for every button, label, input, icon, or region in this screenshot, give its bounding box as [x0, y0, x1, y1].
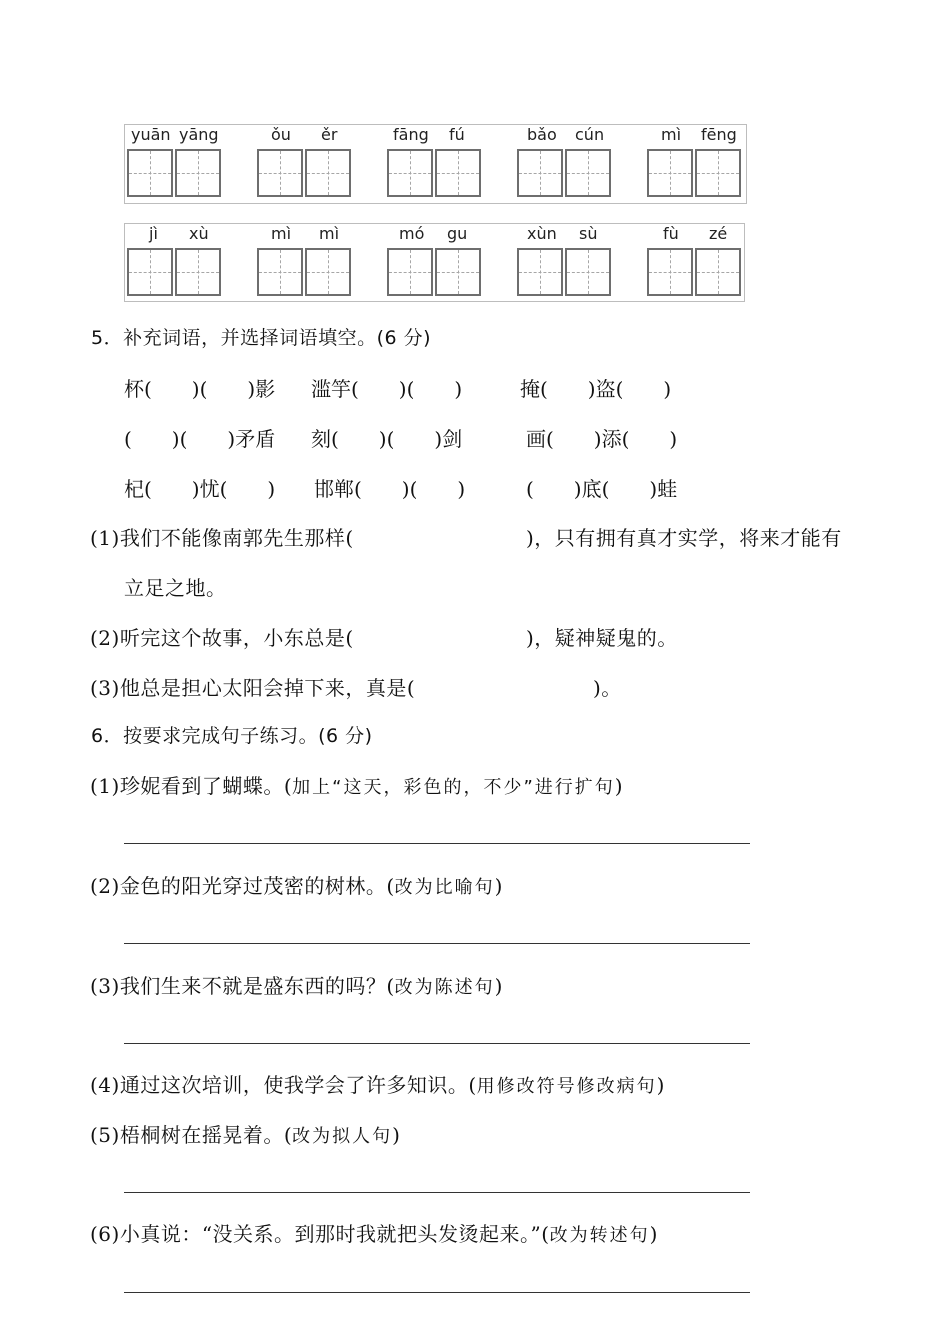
q6-item-close: ): [392, 1123, 401, 1147]
q6-item-6: [90, 1218, 658, 1247]
writing-cell[interactable]: [257, 149, 303, 197]
writing-cell[interactable]: [565, 248, 611, 296]
answer-line[interactable]: [124, 843, 750, 844]
answer-line[interactable]: [124, 1192, 750, 1193]
pinyin-label: mì: [319, 224, 340, 243]
pinyin-label: bǎo: [527, 125, 557, 144]
pinyin-label: mó: [399, 224, 425, 243]
pinyin-label: jì: [149, 224, 158, 243]
writing-cell[interactable]: [695, 248, 741, 296]
pinyin-label: fù: [663, 224, 679, 243]
q6-item-text: (4)通过这次培训，使我学会了许多知识。(: [90, 1073, 477, 1097]
pinyin-word: [517, 125, 613, 201]
pinyin-label: gu: [447, 224, 468, 243]
idiom-fill[interactable]: ( )( )矛盾: [124, 427, 276, 451]
pinyin-label: xùn: [527, 224, 557, 243]
answer-line[interactable]: [124, 943, 750, 944]
pinyin-word: [387, 125, 483, 201]
q6-title: 6．按要求完成句子练习。(6 分): [91, 725, 373, 747]
q6-item-note: 改为拟人句: [292, 1126, 393, 1147]
q6-item-5: [90, 1119, 400, 1148]
pinyin-word: [387, 224, 483, 300]
q6-item-1: [90, 770, 623, 799]
q6-item-note: 改为比喻句: [394, 877, 495, 898]
q5-sentence-2-start: (2)听完这个故事，小东总是(: [90, 626, 354, 650]
writing-cell[interactable]: [647, 149, 693, 197]
writing-cell[interactable]: [305, 248, 351, 296]
q6-item-text: (1)珍妮看到了蝴蝶。(: [90, 774, 293, 798]
q6-item-note: 改为陈述句: [394, 977, 495, 998]
pinyin-word: [257, 224, 353, 300]
pinyin-label: yāng: [179, 125, 219, 144]
q6-item-close: ): [494, 974, 503, 998]
writing-cell[interactable]: [257, 248, 303, 296]
pinyin-label: fēng: [701, 125, 737, 144]
q6-item-text: (2)金色的阳光穿过茂密的树林。(: [90, 874, 395, 898]
answer-line[interactable]: [124, 1043, 750, 1044]
q6-item-note: 加上“这天，彩色的，不少”进行扩句: [292, 777, 615, 798]
idiom-fill[interactable]: 刻( )( )剑: [311, 427, 463, 451]
idiom-fill[interactable]: 掩( )盗( ): [520, 377, 672, 401]
q6-item-3: [90, 970, 503, 999]
idiom-fill[interactable]: ( )底( )蛙: [526, 477, 678, 501]
writing-cell[interactable]: [387, 248, 433, 296]
writing-cell[interactable]: [175, 149, 221, 197]
writing-cell[interactable]: [565, 149, 611, 197]
writing-cell[interactable]: [517, 149, 563, 197]
q6-item-close: ): [649, 1222, 658, 1246]
pinyin-label: fāng: [393, 125, 429, 144]
q5-sentence-1-cont: 立足之地。: [124, 576, 227, 600]
q6-item-2: [90, 870, 503, 899]
q5-sentence-3-start: (3)他总是担心太阳会掉下来，真是(: [90, 676, 416, 700]
pinyin-word: [257, 125, 353, 201]
writing-cell[interactable]: [175, 248, 221, 296]
idiom-fill[interactable]: 杞( )忧( ): [124, 477, 276, 501]
writing-cell[interactable]: [647, 248, 693, 296]
writing-cell[interactable]: [517, 248, 563, 296]
q6-item-close: ): [614, 774, 624, 798]
q5-title: 5．补充词语，并选择词语填空。(6 分): [91, 327, 432, 349]
q6-item-note: 改为转述句: [549, 1225, 650, 1246]
q6-item-close: ): [656, 1073, 665, 1097]
pinyin-box-row-1: [124, 124, 747, 204]
writing-cell[interactable]: [127, 149, 173, 197]
pinyin-label: fú: [449, 125, 465, 144]
idiom-fill[interactable]: 邯郸( )( ): [314, 477, 466, 501]
q5-sentence-2-end: )，疑神疑鬼的。: [526, 626, 678, 650]
idiom-fill[interactable]: 滥竽( )( ): [311, 377, 463, 401]
pinyin-label: zé: [709, 224, 728, 243]
pinyin-label: mì: [271, 224, 292, 243]
q5-sentence-1-start: (1)我们不能像南郭先生那样(: [90, 526, 354, 550]
pinyin-label: yuān: [131, 125, 171, 144]
writing-cell[interactable]: [305, 149, 351, 197]
pinyin-label: ǒu: [271, 125, 291, 144]
pinyin-label: ěr: [321, 125, 338, 144]
writing-cell[interactable]: [695, 149, 741, 197]
writing-cell[interactable]: [387, 149, 433, 197]
writing-cell[interactable]: [127, 248, 173, 296]
pinyin-word: [127, 125, 223, 201]
q5-sentence-1-end: )，只有拥有真才实学，将来才能有: [526, 526, 842, 550]
q6-item-note: 用修改符号修改病句: [476, 1076, 657, 1097]
pinyin-label: sù: [579, 224, 598, 243]
pinyin-word: [127, 224, 223, 300]
q6-item-text: (3)我们生来不就是盛东西的吗？(: [90, 974, 395, 998]
pinyin-label: xù: [189, 224, 209, 243]
pinyin-word: [647, 224, 743, 300]
q6-item-text: (5)梧桐树在摇晃着。(: [90, 1123, 293, 1147]
pinyin-label: cún: [575, 125, 605, 144]
idiom-fill[interactable]: 杯( )( )影: [124, 377, 276, 401]
idiom-fill[interactable]: 画( )添( ): [526, 427, 678, 451]
pinyin-word: [647, 125, 743, 201]
pinyin-label: mì: [661, 125, 682, 144]
pinyin-word: [517, 224, 613, 300]
q5-sentence-3-end: )。: [593, 676, 622, 700]
writing-cell[interactable]: [435, 149, 481, 197]
pinyin-box-row-2: [124, 223, 745, 302]
writing-cell[interactable]: [435, 248, 481, 296]
q6-item-4: [90, 1069, 665, 1098]
answer-line[interactable]: [124, 1292, 750, 1293]
q6-item-close: ): [494, 874, 503, 898]
q6-item-text: (6)小真说：“没关系。到那时我就把头发烫起来。”(: [90, 1222, 550, 1246]
